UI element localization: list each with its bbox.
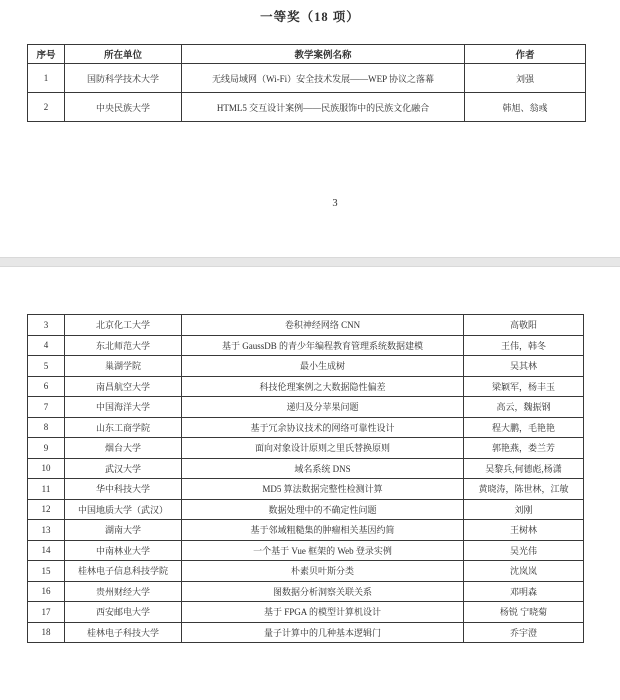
cell-unit: 烟台大学 [65, 438, 182, 459]
cell-authors: 高敬阳 [464, 315, 584, 336]
table-row [28, 438, 584, 459]
table-row [28, 520, 584, 541]
cell-no: 17 [28, 602, 65, 623]
table-row [28, 581, 584, 602]
cell-unit: 中南林业大学 [65, 540, 182, 561]
cell-case: 基于冗余协议技术的网络可靠性设计 [182, 417, 464, 438]
table-row [28, 458, 584, 479]
cell-unit: 中国地质大学（武汉） [65, 499, 182, 520]
cell-no: 18 [28, 622, 65, 643]
cell-authors: 韩旭、翁彧 [465, 93, 586, 122]
cell-no: 4 [28, 335, 65, 356]
award-table-page1 [27, 44, 586, 122]
page-title: 一等奖（18 项） [260, 10, 360, 24]
cell-case: HTML5 交互设计案例——民族服饰中的民族文化融合 [182, 93, 465, 122]
cell-unit: 华中科技大学 [65, 479, 182, 500]
table-row [28, 417, 584, 438]
cell-case: 面向对象设计原则之里氏替换原则 [182, 438, 464, 459]
cell-case: 无线局域网（Wi-Fi）安全技术发展——WEP 协议之落幕 [182, 64, 465, 93]
cell-unit: 山东工商学院 [65, 417, 182, 438]
cell-case: 最小生成树 [182, 356, 464, 377]
cell-authors: 郭艳燕，娄兰芳 [464, 438, 584, 459]
table-row [28, 602, 584, 623]
table-header-row [28, 45, 586, 64]
cell-no: 9 [28, 438, 65, 459]
cell-case: 量子计算中的几种基本逻辑门 [182, 622, 464, 643]
cell-case: 朴素贝叶斯分类 [182, 561, 464, 582]
cell-authors: 吴其林 [464, 356, 584, 377]
cell-no: 10 [28, 458, 65, 479]
cell-case: 数据处理中的不确定性问题 [182, 499, 464, 520]
cell-unit: 巢湖学院 [65, 356, 182, 377]
table-row [28, 397, 584, 418]
cell-case: 递归及分苹果问题 [182, 397, 464, 418]
table-header-cell: 所在单位 [65, 45, 182, 64]
cell-no: 5 [28, 356, 65, 377]
cell-no: 15 [28, 561, 65, 582]
cell-no: 1 [28, 64, 65, 93]
cell-no: 2 [28, 93, 65, 122]
cell-authors: 刘强 [465, 64, 586, 93]
cell-authors: 王伟，韩冬 [464, 335, 584, 356]
table-row [28, 356, 584, 377]
cell-no: 8 [28, 417, 65, 438]
table-row [28, 622, 584, 643]
table-row [28, 64, 586, 93]
cell-case: 基于邻域粗糙集的肿瘤相关基因约简 [182, 520, 464, 541]
cell-no: 11 [28, 479, 65, 500]
table-header-cell: 序号 [28, 45, 65, 64]
page-separator [0, 257, 620, 267]
cell-case: 科技伦理案例之大数据隐性偏差 [182, 376, 464, 397]
cell-unit: 南昌航空大学 [65, 376, 182, 397]
cell-authors: 刘刚 [464, 499, 584, 520]
cell-unit: 国防科学技术大学 [65, 64, 182, 93]
cell-unit: 东北师范大学 [65, 335, 182, 356]
cell-no: 3 [28, 315, 65, 336]
table-row [28, 335, 584, 356]
cell-no: 12 [28, 499, 65, 520]
cell-unit: 武汉大学 [65, 458, 182, 479]
cell-unit: 北京化工大学 [65, 315, 182, 336]
page-number: 3 [332, 198, 338, 209]
award-table-page2 [27, 314, 584, 643]
cell-unit: 中国海洋大学 [65, 397, 182, 418]
table-row [28, 479, 584, 500]
table-header-row [28, 45, 586, 64]
cell-unit: 桂林电子信息科技学院 [65, 561, 182, 582]
cell-case: 域名系统 DNS [182, 458, 464, 479]
table-row [28, 93, 586, 122]
cell-no: 14 [28, 540, 65, 561]
table-row [28, 499, 584, 520]
cell-no: 6 [28, 376, 65, 397]
cell-authors: 吴光伟 [464, 540, 584, 561]
cell-authors: 高云，魏振钢 [464, 397, 584, 418]
cell-unit: 中央民族大学 [65, 93, 182, 122]
cell-case: 一个基于 Vue 框架的 Web 登录实例 [182, 540, 464, 561]
cell-no: 7 [28, 397, 65, 418]
cell-case: 基于 GaussDB 的青少年编程教育管理系统数据建模 [182, 335, 464, 356]
cell-authors: 梁颖军，杨丰玉 [464, 376, 584, 397]
cell-authors: 吴黎兵,何德彪,杨潇 [464, 458, 584, 479]
cell-unit: 西安邮电大学 [65, 602, 182, 623]
cell-authors: 程大鹏，毛艳艳 [464, 417, 584, 438]
cell-authors: 黄晓涛，陈世林，江敏 [464, 479, 584, 500]
cell-authors: 杨锐 宁晓菊 [464, 602, 584, 623]
cell-authors: 王树林 [464, 520, 584, 541]
cell-authors: 沈岚岚 [464, 561, 584, 582]
cell-unit: 贵州财经大学 [65, 581, 182, 602]
cell-case: 图数据分析洞察关联关系 [182, 581, 464, 602]
cell-unit: 湖南大学 [65, 520, 182, 541]
cell-case: 基于 FPGA 的模型计算机设计 [182, 602, 464, 623]
table-row [28, 315, 584, 336]
cell-case: 卷积神经网络 CNN [182, 315, 464, 336]
cell-no: 16 [28, 581, 65, 602]
cell-case: MD5 算法数据完整性检测计算 [182, 479, 464, 500]
table-row [28, 561, 584, 582]
cell-unit: 桂林电子科技大学 [65, 622, 182, 643]
table-row [28, 540, 584, 561]
cell-authors: 邓明森 [464, 581, 584, 602]
cell-no: 13 [28, 520, 65, 541]
cell-authors: 乔宇澄 [464, 622, 584, 643]
table-row [28, 376, 584, 397]
table-header-cell: 作者 [465, 45, 586, 64]
table-header-cell: 教学案例名称 [182, 45, 465, 64]
